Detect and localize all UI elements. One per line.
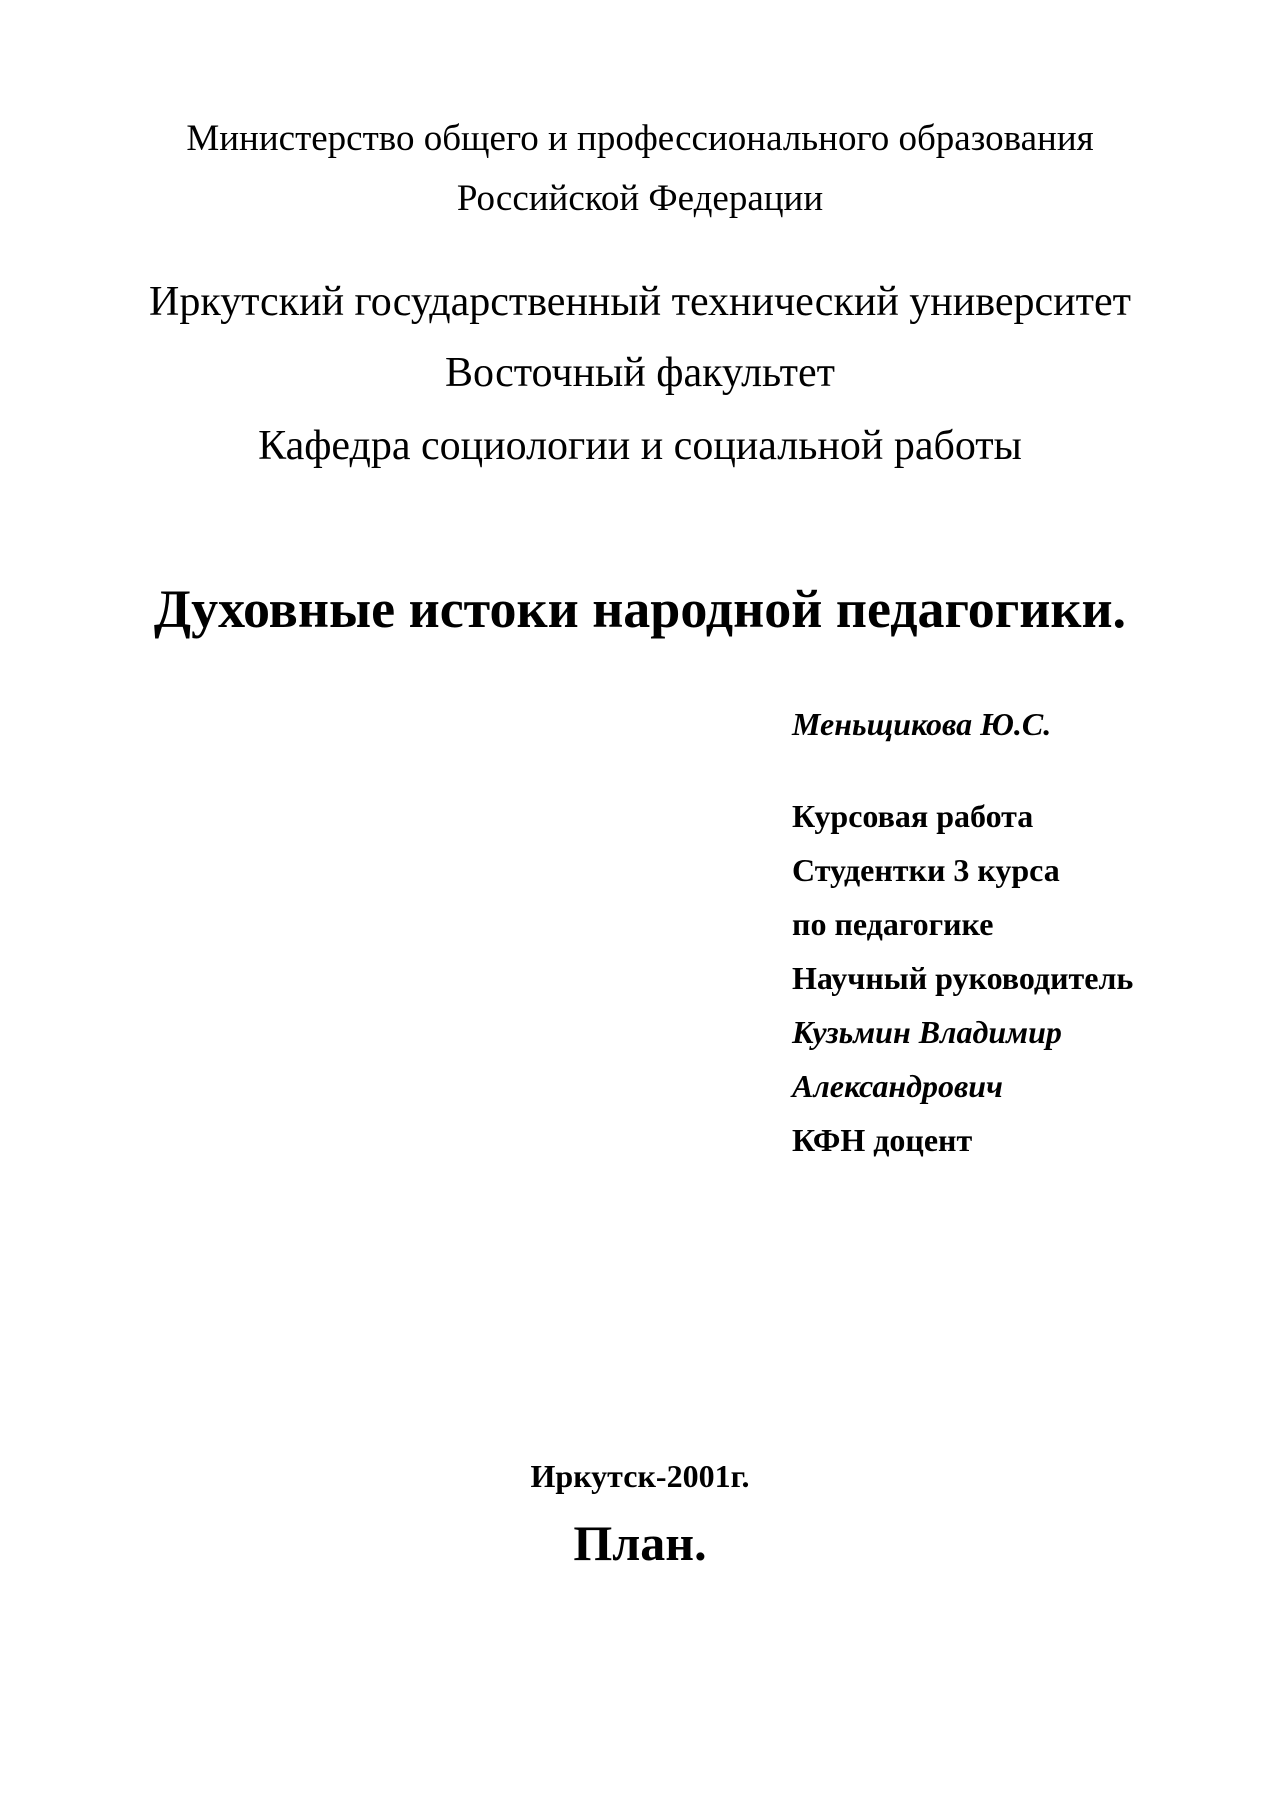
supervisor-name-line-1: Кузьмин Владимир [792, 1014, 1062, 1050]
supervisor-name-line-2: Александрович [792, 1068, 1003, 1104]
student-course: Студентки 3 курса [792, 852, 1060, 888]
city-year: Иркутск-2001г. [530, 1458, 750, 1494]
supervisor-degree: КФН доцент [792, 1122, 973, 1158]
author-name: Меньщикова Ю.С. [792, 706, 1052, 742]
ministry-line-1: Министерство общего и профессионального образования [186, 118, 1094, 159]
subject: по педагогике [792, 906, 994, 942]
plan-heading: План. [573, 1515, 707, 1571]
university-name: Иркутский государственный технический университет [149, 279, 1131, 325]
document-title: Духовные истоки народной педагогики. [153, 579, 1127, 639]
ministry-line-2: Российской Федерации [456, 178, 824, 219]
department-name: Кафедра социологии и социальной работы [258, 423, 1022, 469]
work-type: Курсовая работа [792, 798, 1034, 834]
faculty-name: Восточный факультет [445, 350, 835, 396]
supervisor-label: Научный руководитель [792, 960, 1134, 996]
